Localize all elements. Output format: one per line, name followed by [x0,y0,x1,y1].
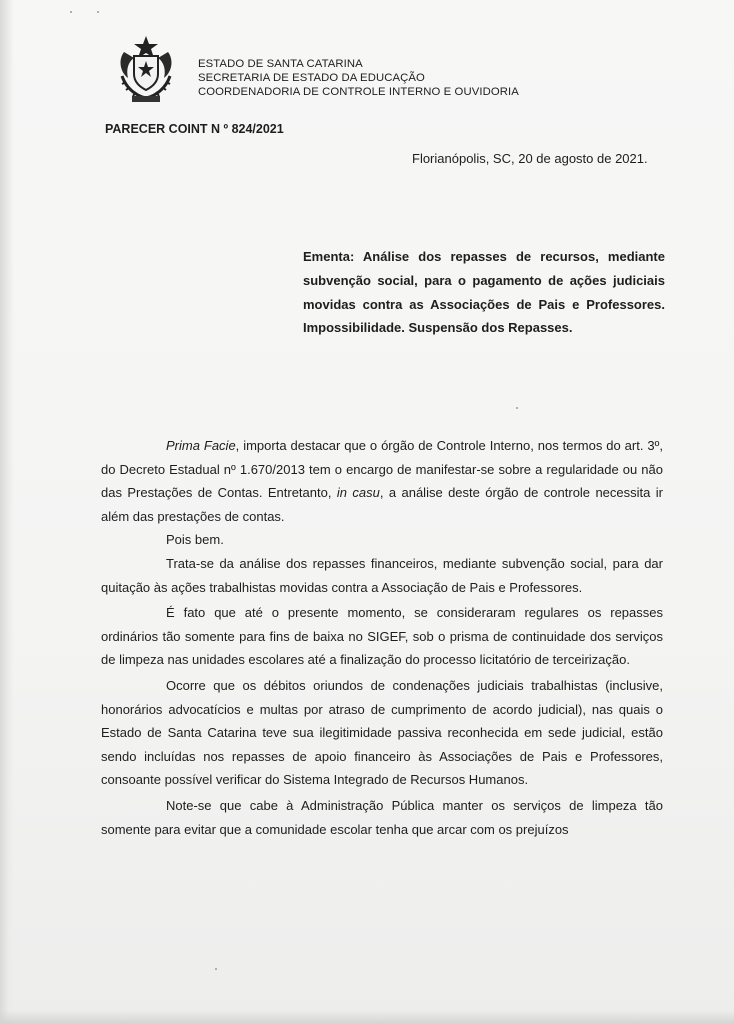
header-state: ESTADO DE SANTA CATARINA [198,58,363,70]
paper-speck [215,968,217,970]
paper-speck [70,11,72,13]
header-coordination: COORDENADORIA DE CONTROLE INTERNO E OUVIDORIA [198,86,519,98]
date-line: Florianópolis, SC, 20 de agosto de 2021. [412,151,648,166]
paragraph-5: Ocorre que os débitos oriundos de condenações judiciais trabalhistas (inclusive, honorários advocatícios e multas por atraso de cumprimento de acordo judicial), nas quais o Estado de Santa Catarina teve sua ilegitimidade passiva reconhecida em sede judicial, estão sendo incluídas nos repasses de apoio financeiro às Associações de Pais e Professores, consoante possível verificar do Sistema Integrado de Recursos Humanos. [101,677,663,788]
paragraph-1-text-a: , importa destacar que o órgão de Controle Interno, nos termos do art. 3º, do Decreto Estadual nº 1.670/2013 tem o encargo de manifestar-se sobre a regularidade ou não das Prestações de Contas. Entretanto, [101,438,663,501]
paragraph-3: Trata-se da análise dos repasses financeiros, mediante subvenção social, para dar quitação às ações trabalhistas movidas contra a Associação de Pais e Professores. [101,555,663,595]
paragraph-1-text-b: , a análise deste órgão de controle necessita ir além das prestações de contas. [101,485,663,524]
paper-speck [516,407,518,409]
page-shadow-left [0,0,14,1024]
italic-phrase: Prima Facie [166,438,236,453]
header-secretariat: SECRETARIA DE ESTADO DA EDUCAÇÃO [198,72,425,84]
paragraph-4: É fato que até o presente momento, se consideraram regulares os repasses ordinários tão somente para fins de baixa no SIGEF, sob o prisma de continuidade dos serviços de limpeza nas unidades escolares até a finalização do processo licitatório de terceirização. [101,605,663,668]
document-body [101,434,663,841]
italic-phrase-2: in casu [336,485,380,501]
page-shadow-bottom [0,1010,734,1024]
institution-header [198,57,519,99]
paper-speck [97,11,99,13]
paragraph-6: Note-se que cabe à Administração Pública manter os serviços de limpeza tão somente para evitar que a comunidade escolar tenha que arcar com os prejuízos [101,797,663,837]
ementa-summary: Ementa: Análise dos repasses de recursos, mediante subvenção social, para o pagamento de ações judiciais movidas contra as Associações de Pais e Professores. Impossibilidade. Suspensão dos Repasses. [303,249,665,336]
document-number: PARECER COINT N º 824/2021 [105,122,284,136]
coat-of-arms-icon [114,32,178,104]
paragraph-2: Pois bem. [166,532,224,548]
paragraph-1 [101,434,663,528]
